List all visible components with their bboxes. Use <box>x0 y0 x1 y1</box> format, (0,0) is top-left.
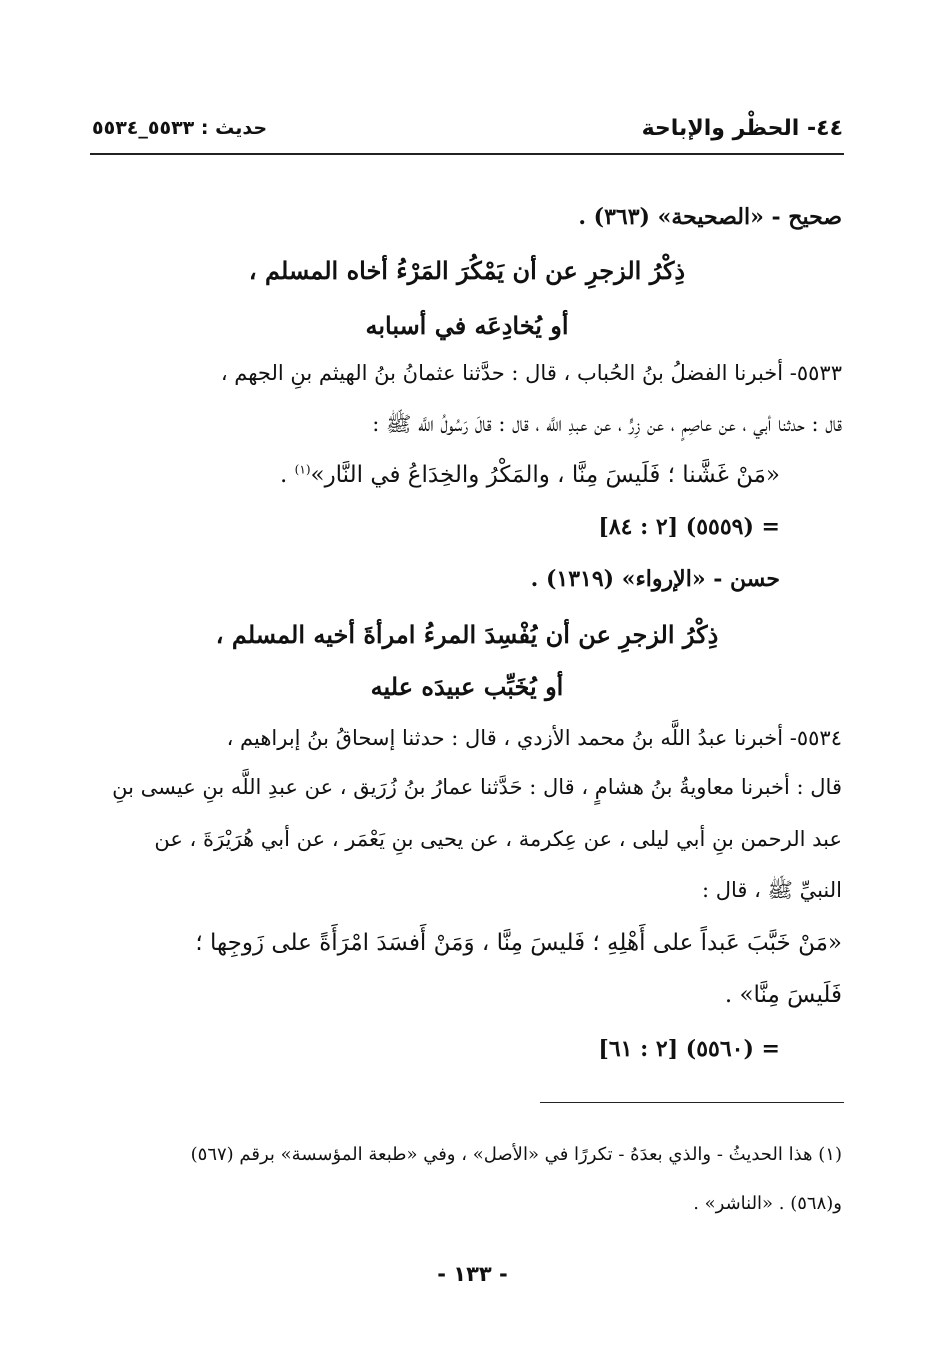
section-heading-2-line-1: ذِكْرُ الزجرِ عن أن يُفْسِدَ المرءُ امرأةَ أخيه المسلم ، <box>215 620 719 649</box>
footnote-divider <box>540 1102 844 1103</box>
hadith-5534-line-3: عبد الرحمن بنِ أبي ليلى ، عن عِكرمة ، عن يحيى بنِ يَعْمَر ، عن أبي هُرَيْرَةَ ، عن <box>154 827 842 851</box>
section-heading-2-line-2: أو يُخَبِّب عبيدَه عليه <box>370 672 564 701</box>
grade-note-1: صحيح - «الصحيحة» (٣٦٣) . <box>578 204 842 230</box>
hadith-5533-matn: «مَنْ غَشَّنا ؛ فَلَيسَ مِنَّا ، والمَكْرُ والخِدَاعُ في النَّار» <box>310 462 780 488</box>
hadith-5534-line-6: فَلَيسَ مِنَّا» . <box>724 982 842 1008</box>
hadith-5533-end: . <box>280 462 295 488</box>
page-number: - ١٣٣ - <box>437 1262 508 1286</box>
cross-reference-5534: = (٥٥٦٠) [٢ : ٦١] <box>598 1036 780 1062</box>
chapter-title: ٤٤- الحظْر والإباحة <box>641 116 843 141</box>
grade-note-2: حسن - «الإرواء» (١٣١٩) . <box>530 566 780 592</box>
cross-reference-5533: = (٥٥٥٩) [٢ : ٨٤] <box>598 514 780 540</box>
section-heading-1-line-2: أو يُخادِعَه في أسبابه <box>365 311 569 340</box>
footnote-marker: (١) <box>294 462 311 477</box>
hadith-5534-line-1: ٥٥٣٤- أخبرنا عبدُ اللَّه بنُ محمد الأزدي ، قال : حدثنا إسحاقُ بنُ إبراهيم ، <box>226 726 842 750</box>
hadith-5534-line-5: «مَنْ خَبَّبَ عَبداً على أَهْلِهِ ؛ فَليسَ مِنَّا ، وَمَنْ أَفسَدَ امْرَأَةً على زَوجِها ؛ <box>195 930 842 956</box>
header-divider <box>90 153 844 155</box>
hadith-5533-line-3 <box>280 462 780 488</box>
hadith-range: حديث : ٥٥٣٣_٥٥٣٤ <box>92 117 268 139</box>
footnote-line-1: (١) هذا الحديثُ - والذي بعدَهُ - تكررًا في «الأصل» ، وفي «طبعة المؤسسة» برقم (٥٦٧) <box>190 1144 842 1165</box>
section-heading-1-line-1: ذِكْرُ الزجرِ عن أن يَمْكُرَ المَرْءُ أخاه المسلم ، <box>248 256 686 285</box>
footnote-line-2: و(٥٦٨) . «الناشر» . <box>693 1193 842 1214</box>
hadith-5533-line-1: ٥٥٣٣- أخبرنا الفضلُ بنُ الحُباب ، قال : حدَّثنا عثمانُ بنُ الهيثم بنِ الجهم ، <box>220 361 842 385</box>
hadith-5533-line-2: قال : حدثنا أبي ، عن عاصِمٍ ، عن زِرٍّ ، عن عبدِ اللَّه ، قال : قالَ رَسُولُ اللَّه ﷺ : <box>372 412 842 436</box>
hadith-5534-line-4: النبيِّ ﷺ ، قال : <box>701 878 842 902</box>
hadith-5534-line-2: قال : أخبرنا معاويةُ بنُ هشامٍ ، قال : حَدَّثنا عمارُ بنُ زُرَيق ، عن عبدِ اللَّه بنِ عيسى بنِ <box>112 775 842 799</box>
